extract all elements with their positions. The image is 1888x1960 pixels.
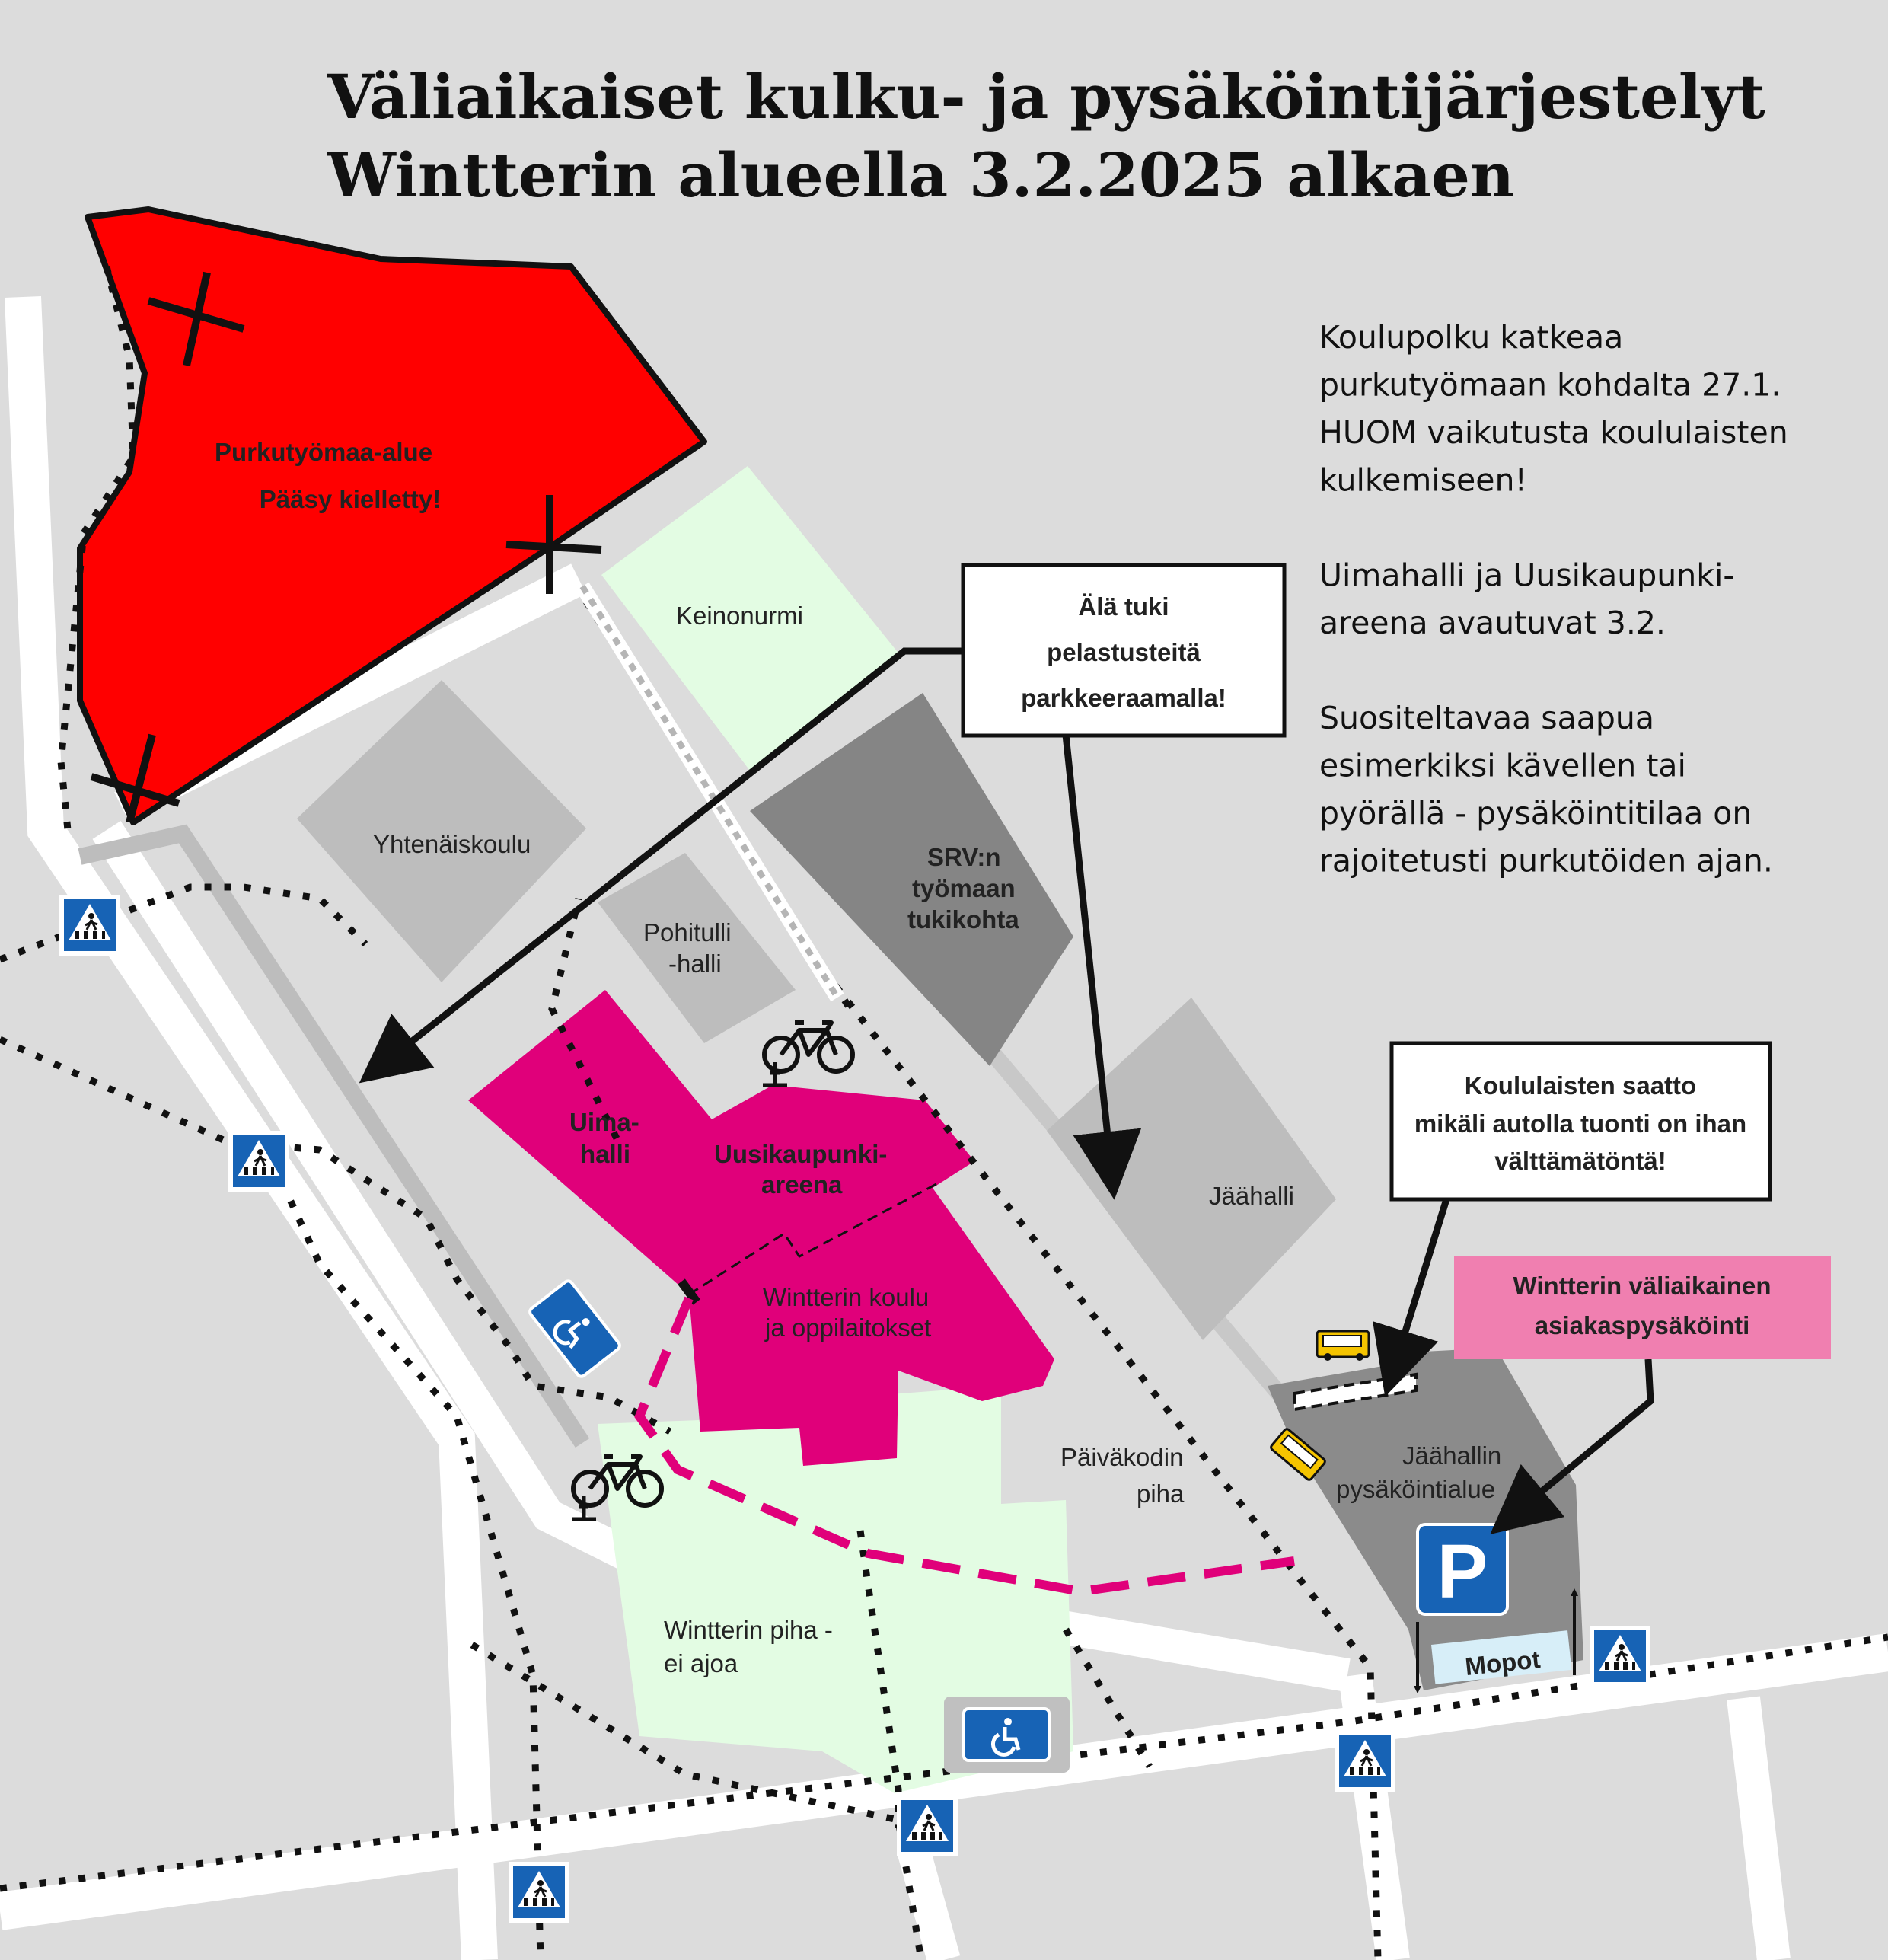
demolition-line1: Purkutyömaa-alue <box>214 438 433 466</box>
areena-label-2: areena <box>761 1170 843 1199</box>
jaahalli-parking-label-2: pysäköintialue <box>1336 1475 1496 1503</box>
parking-sign-icon <box>1418 1524 1507 1614</box>
temp-parking-line2: asiakaspysäköinti <box>1534 1311 1750 1339</box>
dropoff-title: Koululaisten saatto <box>1464 1071 1697 1100</box>
info-line: Suositeltavaa saapua <box>1319 700 1655 736</box>
uimahalli-label-2: halli <box>580 1140 631 1168</box>
mopot-label: Mopot <box>1463 1644 1542 1681</box>
paivakoti-label-2: piha <box>1137 1480 1185 1508</box>
temp-parking-line1: Wintterin väliaikainen <box>1513 1272 1772 1300</box>
info-line: rajoitetusti purkutöiden ajan. <box>1319 842 1773 879</box>
keinonurmi-label: Keinonurmi <box>676 602 803 630</box>
crosswalk-sign-icon <box>228 1131 289 1192</box>
rescue-line2: pelastusteitä <box>1047 638 1201 666</box>
demolition-line2: Pääsy kielletty! <box>259 485 442 513</box>
srv-label-2: työmaan <box>912 874 1016 902</box>
svg-text:P: P <box>1437 1529 1488 1614</box>
wheelchair-parking-icon <box>528 1279 622 1378</box>
rescue-line1: Älä tuki <box>1078 592 1169 621</box>
info-text <box>1319 319 1788 879</box>
jaahalli-parking-label-1: Jäähallin <box>1402 1441 1502 1470</box>
srv-label-3: tukikohta <box>907 905 1019 934</box>
crosswalk-sign-icon <box>1335 1731 1395 1792</box>
koulu-label-2: ja oppilaitokset <box>765 1314 932 1342</box>
title-line2: Wintterin alueella 3.2.2025 alkaen <box>327 139 1515 211</box>
koulu-label-1: Wintterin koulu <box>763 1283 930 1311</box>
piha-label-1: Wintterin piha - <box>664 1616 833 1644</box>
crosswalk-sign-icon <box>897 1796 958 1856</box>
dropoff-sub1: mikäli autolla tuonti on ihan <box>1414 1109 1747 1138</box>
pohitulli-label-1: Pohitulli <box>643 918 732 946</box>
areena-label-1: Uusikaupunki- <box>714 1140 888 1168</box>
info-line: pyörällä - pysäköintitilaa on <box>1319 795 1752 832</box>
crosswalk-sign-icon <box>1590 1626 1650 1687</box>
crosswalk-sign-icon <box>509 1862 569 1923</box>
rescue-line3: parkkeeraamalla! <box>1021 684 1226 712</box>
dropoff-sub2: välttämätöntä! <box>1494 1147 1666 1175</box>
wheelchair-parking-icon <box>964 1709 1049 1760</box>
yhtenaiskoulu-label: Yhtenäiskoulu <box>373 830 531 858</box>
jaahalli-label: Jäähalli <box>1209 1182 1294 1210</box>
title-line1: Väliaikaiset kulku- ja pysäköintijärjestelyt <box>327 61 1765 132</box>
info-line: kulkemiseen! <box>1319 461 1527 499</box>
bus-icon <box>1317 1331 1369 1361</box>
pohitulli-label-2: -halli <box>668 950 722 978</box>
info-line: Uimahalli ja Uusikaupunki- <box>1319 557 1735 594</box>
info-line: HUOM vaikutusta koululaisten <box>1319 414 1788 451</box>
info-line: areena avautuvat 3.2. <box>1319 605 1666 641</box>
info-line: esimerkiksi kävellen tai <box>1319 747 1686 784</box>
uimahalli-label-1: Uima- <box>569 1108 639 1136</box>
crosswalk-sign-icon <box>59 895 120 956</box>
srv-label-1: SRV:n <box>927 843 1001 871</box>
dropoff-arrow <box>1393 1199 1446 1371</box>
bicycle-icon <box>763 1023 853 1085</box>
info-line: Koulupolku katkeaa <box>1319 319 1624 356</box>
paivakoti-label-1: Päiväkodin <box>1060 1443 1184 1471</box>
piha-label-2: ei ajoa <box>664 1649 738 1677</box>
info-line: purkutyömaan kohdalta 27.1. <box>1319 366 1781 404</box>
jaahalli-building <box>1047 998 1336 1340</box>
